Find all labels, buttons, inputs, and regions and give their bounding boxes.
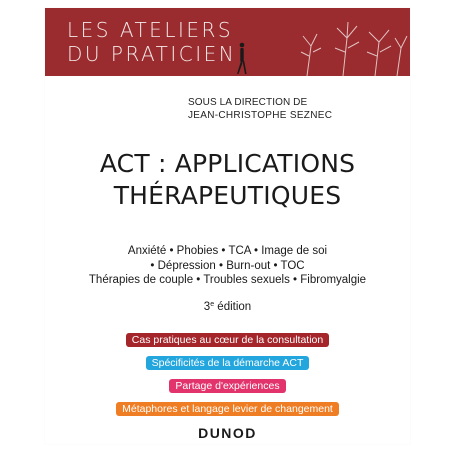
edition-text: édition <box>214 301 252 313</box>
tag-cases: Cas pratiques au cœur de la consultation <box>126 333 329 347</box>
edition-superscript: e <box>210 301 215 308</box>
direction-block <box>188 96 332 122</box>
edition <box>45 301 410 313</box>
tag-experiences: Partage d'expériences <box>169 379 285 393</box>
direction-label: SOUS LA DIRECTION DE <box>188 97 308 108</box>
series-title <box>67 18 236 66</box>
topics-list <box>45 244 410 288</box>
series-line-1: LES ATELIERS <box>67 18 234 42</box>
title-line-2: THÉRAPEUTIQUES <box>113 181 342 210</box>
edition-number: 3 <box>203 301 211 313</box>
book-cover <box>45 8 410 444</box>
tag-metaphors: Métaphores et langage levier de changement <box>116 402 339 416</box>
series-line-2: DU PRATICIEN <box>67 42 237 66</box>
book-title <box>45 148 410 212</box>
tag-specificities: Spécificités de la démarche ACT <box>146 356 310 370</box>
topics-line-2: • Dépression • Burn-out • TOC <box>150 259 305 272</box>
topics-line-1: Anxiété • Phobies • TCA • Image de soi <box>127 245 328 257</box>
author-name: JEAN-CHRISTOPHE SEZNEC <box>188 110 333 121</box>
publisher-logo: DUNOD <box>198 425 257 441</box>
title-line-1: ACT : APPLICATIONS <box>99 149 356 178</box>
topics-line-3: Thérapies de couple • Troubles sexuels • Fibromyalgie <box>88 274 367 286</box>
feature-tags <box>45 333 410 425</box>
